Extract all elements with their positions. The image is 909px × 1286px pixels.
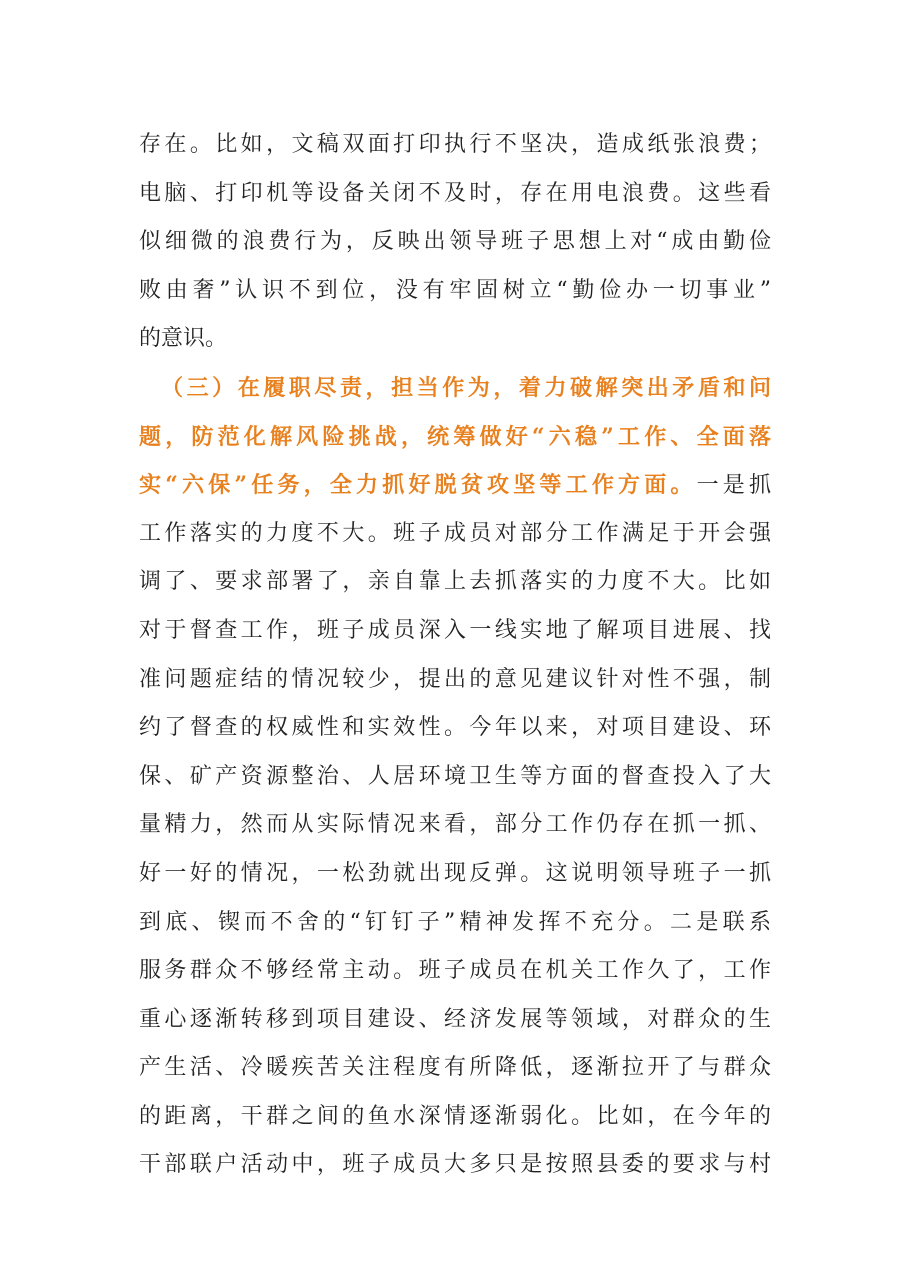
- paragraph-2-line-5: 约了督查的权威性和实效性。今年以来，对项目建设、环: [139, 715, 771, 741]
- paragraph-2-line-1: 工作落实的力度不大。班子成员对部分工作满足于开会强: [139, 520, 771, 546]
- section-heading-end: 实“六保”任务，全力抓好脱贫攻坚等工作方面。: [139, 472, 697, 499]
- body-text: [139, 121, 771, 1190]
- section-heading-line-3: [139, 461, 771, 510]
- paragraph-1-line-2: 电脑、打印机等设备关闭不及时，存在用电浪费。这些看: [139, 180, 771, 206]
- paragraph-2-line-3: 对于督查工作，班子成员深入一线实地了解项目进展、找: [139, 617, 771, 643]
- paragraph-1-line-1: 存在。比如，文稿双面打印执行不坚决，造成纸张浪费；: [139, 132, 771, 157]
- paragraph-2-line-12: 产生活、冷暖疾苦关注程度有所降低，逐渐拉开了与群众: [139, 1055, 771, 1081]
- paragraph-2-line-7: 量精力，然而从实际情况来看，部分工作仍存在抓一抓、: [139, 812, 771, 838]
- paragraph-2-line-2: 调了、要求部署了，亲自靠上去抓落实的力度不大。比如: [139, 569, 771, 595]
- paragraph-2-line-14: 干部联户活动中，班子成员大多只是按照县委的要求与村: [139, 1152, 771, 1178]
- paragraph-2-line-13: 的距离，干群之间的鱼水深情逐渐弱化。比如，在今年的: [139, 1103, 771, 1129]
- section-heading-line-2: 题，防范化解风险挑战，统筹做好“六稳”工作、全面落: [139, 423, 771, 450]
- paragraph-1-line-3: 似细微的浪费行为，反映出领导班子思想上对“成由勤俭: [139, 229, 771, 255]
- paragraph-2-line-4: 准问题症结的情况较少，提出的意见建议针对性不强，制: [139, 666, 771, 692]
- section-body-start: 一是抓: [696, 473, 771, 499]
- paragraph-2-line-6: 保、矿产资源整治、人居环境卫生等方面的督查投入了大: [139, 763, 771, 789]
- paragraph-1-line-4: 败由奢”认识不到位，没有牢固树立“勤俭办一切事业”: [139, 277, 771, 303]
- paragraph-1-line-5: 的意识。: [139, 326, 228, 352]
- paragraph-2-line-9: 到底、锲而不舍的“钉钉子”精神发挥不充分。二是联系: [139, 909, 771, 935]
- paragraph-2-line-8: 好一好的情况，一松劲就出现反弹。这说明领导班子一抓: [139, 860, 771, 886]
- paragraph-2-line-11: 重心逐渐转移到项目建设、经济发展等领域，对群众的生: [139, 1006, 771, 1032]
- paragraph-2-line-10: 服务群众不够经常主动。班子成员在机关工作久了，工作: [139, 958, 771, 984]
- section-heading-line-1: （三）在履职尽责，担当作为，着力破解突出矛盾和问: [161, 374, 771, 401]
